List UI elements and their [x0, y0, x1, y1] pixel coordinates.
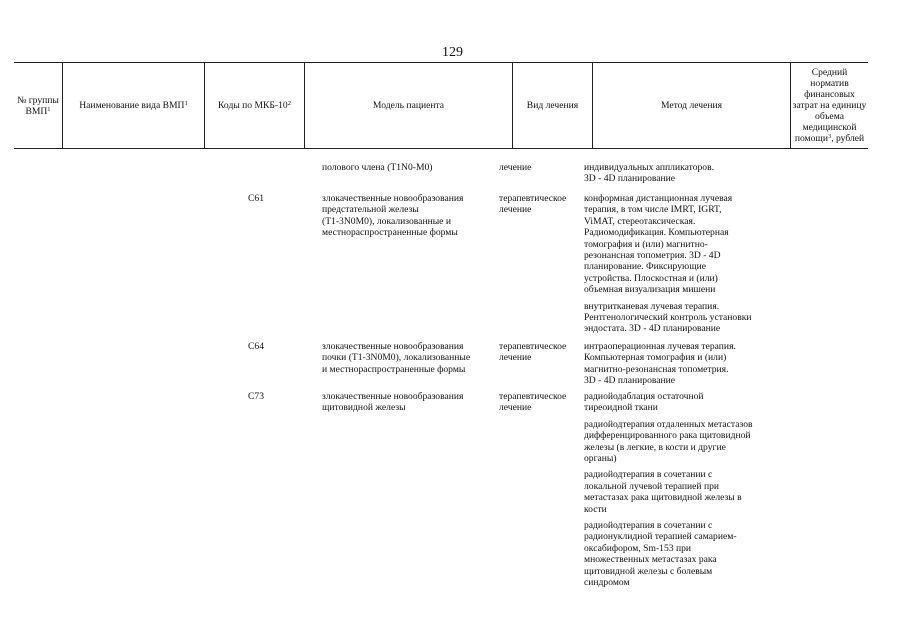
treatment-method-line: метастазах рака щитовидной железы в: [584, 492, 742, 504]
patient-model-line: предстательной железы: [322, 204, 419, 216]
treatment-method-line: радиойодтерапия отдаленных метастазов: [584, 418, 753, 430]
table-header: [14, 62, 868, 149]
patient-model: [322, 162, 433, 173]
patient-model: [322, 391, 463, 414]
treatment-method-line: радионуклидной терапией самарием-: [584, 531, 737, 543]
treatment-method: [584, 193, 732, 296]
treatment-method-line: эндостата. 3D - 4D планирование: [584, 323, 721, 335]
treatment-method-line: радиойодаблация остаточной: [584, 391, 704, 402]
treatment-method-line: ViMAT, стереотаксическая.: [584, 215, 696, 227]
header-cost-norm: Средний норматив финансовых затрат на единицу объема медицинской помощи$^3$, рублей: [790, 63, 868, 148]
patient-model: [322, 193, 463, 239]
treatment-method-line: Радиомодификация. Компьютерная: [584, 227, 729, 239]
header-patient-model: Модель пациента: [304, 63, 512, 148]
treatment-method-line: интраоперационная лучевая терапия.: [584, 341, 736, 352]
treatment-method: [584, 162, 714, 185]
treatment-method: [584, 469, 742, 515]
patient-model-line: полового члена (T1N0-M0): [322, 162, 433, 173]
treatment-method-line: 3D - 4D планирование: [584, 173, 676, 185]
icd-code: C73: [248, 391, 264, 402]
treatment-method-line: Компьютерная томография и (или): [584, 352, 727, 364]
treatment-method-line: магнитно-резонансная топометрия.: [584, 363, 729, 375]
treatment-method: [584, 419, 753, 465]
treatment-method-line: резонансная топометрия. 3D - 4D: [584, 250, 721, 262]
treatment-type: [499, 391, 566, 414]
patient-model-line: злокачественные новообразования: [322, 193, 464, 204]
treatment-method-line: терапия, в том числе IMRT, IGRT,: [584, 204, 722, 216]
treatment-method-line: локальной лучевой терапией при: [584, 480, 720, 492]
patient-model: [322, 341, 470, 375]
patient-model-line: злокачественные новообразования: [322, 341, 464, 352]
patient-model-line: (T1-3N0M0), локализованные и: [322, 215, 451, 227]
header-icd-codes: Коды по МКБ-$10^2$: [204, 63, 304, 148]
treatment-method: [584, 391, 704, 414]
header-treatment-type: Вид лечения: [512, 63, 592, 148]
treatment-method-line: радиойодтерапия в сочетании с: [584, 520, 713, 531]
patient-model-line: местнораспространенные формы: [322, 227, 458, 239]
patient-model-line: и местнораспространенные формы: [322, 363, 466, 375]
treatment-method-line: органы): [584, 453, 617, 465]
patient-model-line: щитовидной железы: [322, 402, 406, 414]
treatment-method-line: конформная дистанционная лучевая: [584, 193, 733, 204]
page-number: 129: [442, 45, 463, 60]
header-treatment-method: Метод лечения: [592, 63, 790, 148]
treatment-method-line: радиойодтерапия в сочетании с: [584, 469, 713, 481]
treatment-method: [584, 341, 736, 387]
treatment-method-line: множественных метастазах рака: [584, 554, 717, 566]
treatment-method: [584, 520, 737, 588]
treatment-method-line: планирование. Фиксирующие: [584, 261, 706, 273]
treatment-type-line: лечение: [499, 402, 532, 414]
treatment-type-line: лечение: [499, 352, 532, 364]
treatment-method-line: железы (в легкие, в кости и другие: [584, 441, 726, 453]
treatment-method-line: щитовидной железы с болевым: [584, 565, 713, 577]
treatment-type-line: терапевтическое: [499, 391, 567, 402]
icd-code: C61: [248, 193, 264, 204]
treatment-method-line: устройства. Плоскостная и (или): [584, 272, 718, 284]
patient-model-line: злокачественные новообразования: [322, 391, 464, 402]
treatment-method-line: оксабифором, Sm-153 при: [584, 542, 692, 554]
treatment-method: [584, 301, 752, 335]
treatment-method-line: Рентгенологический контроль установки: [584, 312, 752, 323]
icd-code: C64: [248, 341, 264, 352]
treatment-method-line: дифференцированного рака щитовидной: [584, 430, 751, 442]
treatment-type-line: терапевтическое: [499, 341, 567, 352]
header-vmp-name: Наименование вида ВМП$^1$: [62, 63, 204, 148]
treatment-type: [499, 162, 531, 173]
treatment-method-line: кости: [584, 503, 607, 515]
treatment-method-line: тиреоидной ткани: [584, 402, 658, 414]
patient-model-line: почки (T1-3N0M0), локализованные: [322, 352, 471, 364]
treatment-method-line: томография и (или) магнитно-: [584, 238, 708, 250]
treatment-method-line: объемная визуализация мишени: [584, 284, 716, 296]
treatment-method-line: 3D - 4D планирование: [584, 375, 676, 387]
treatment-type-line: терапевтическое: [499, 193, 567, 204]
treatment-type: [499, 341, 566, 364]
treatment-type: [499, 193, 566, 216]
treatment-method-line: индивидуальных аппликаторов.: [584, 162, 715, 173]
treatment-type-line: лечение: [499, 204, 532, 216]
header-group-number: № группы ВМП$^1$: [17, 94, 59, 117]
treatment-method-line: внутритканевая лучевая терапия.: [584, 300, 720, 312]
treatment-method-line: синдромом: [584, 577, 630, 589]
treatment-type-line: лечение: [499, 162, 532, 173]
